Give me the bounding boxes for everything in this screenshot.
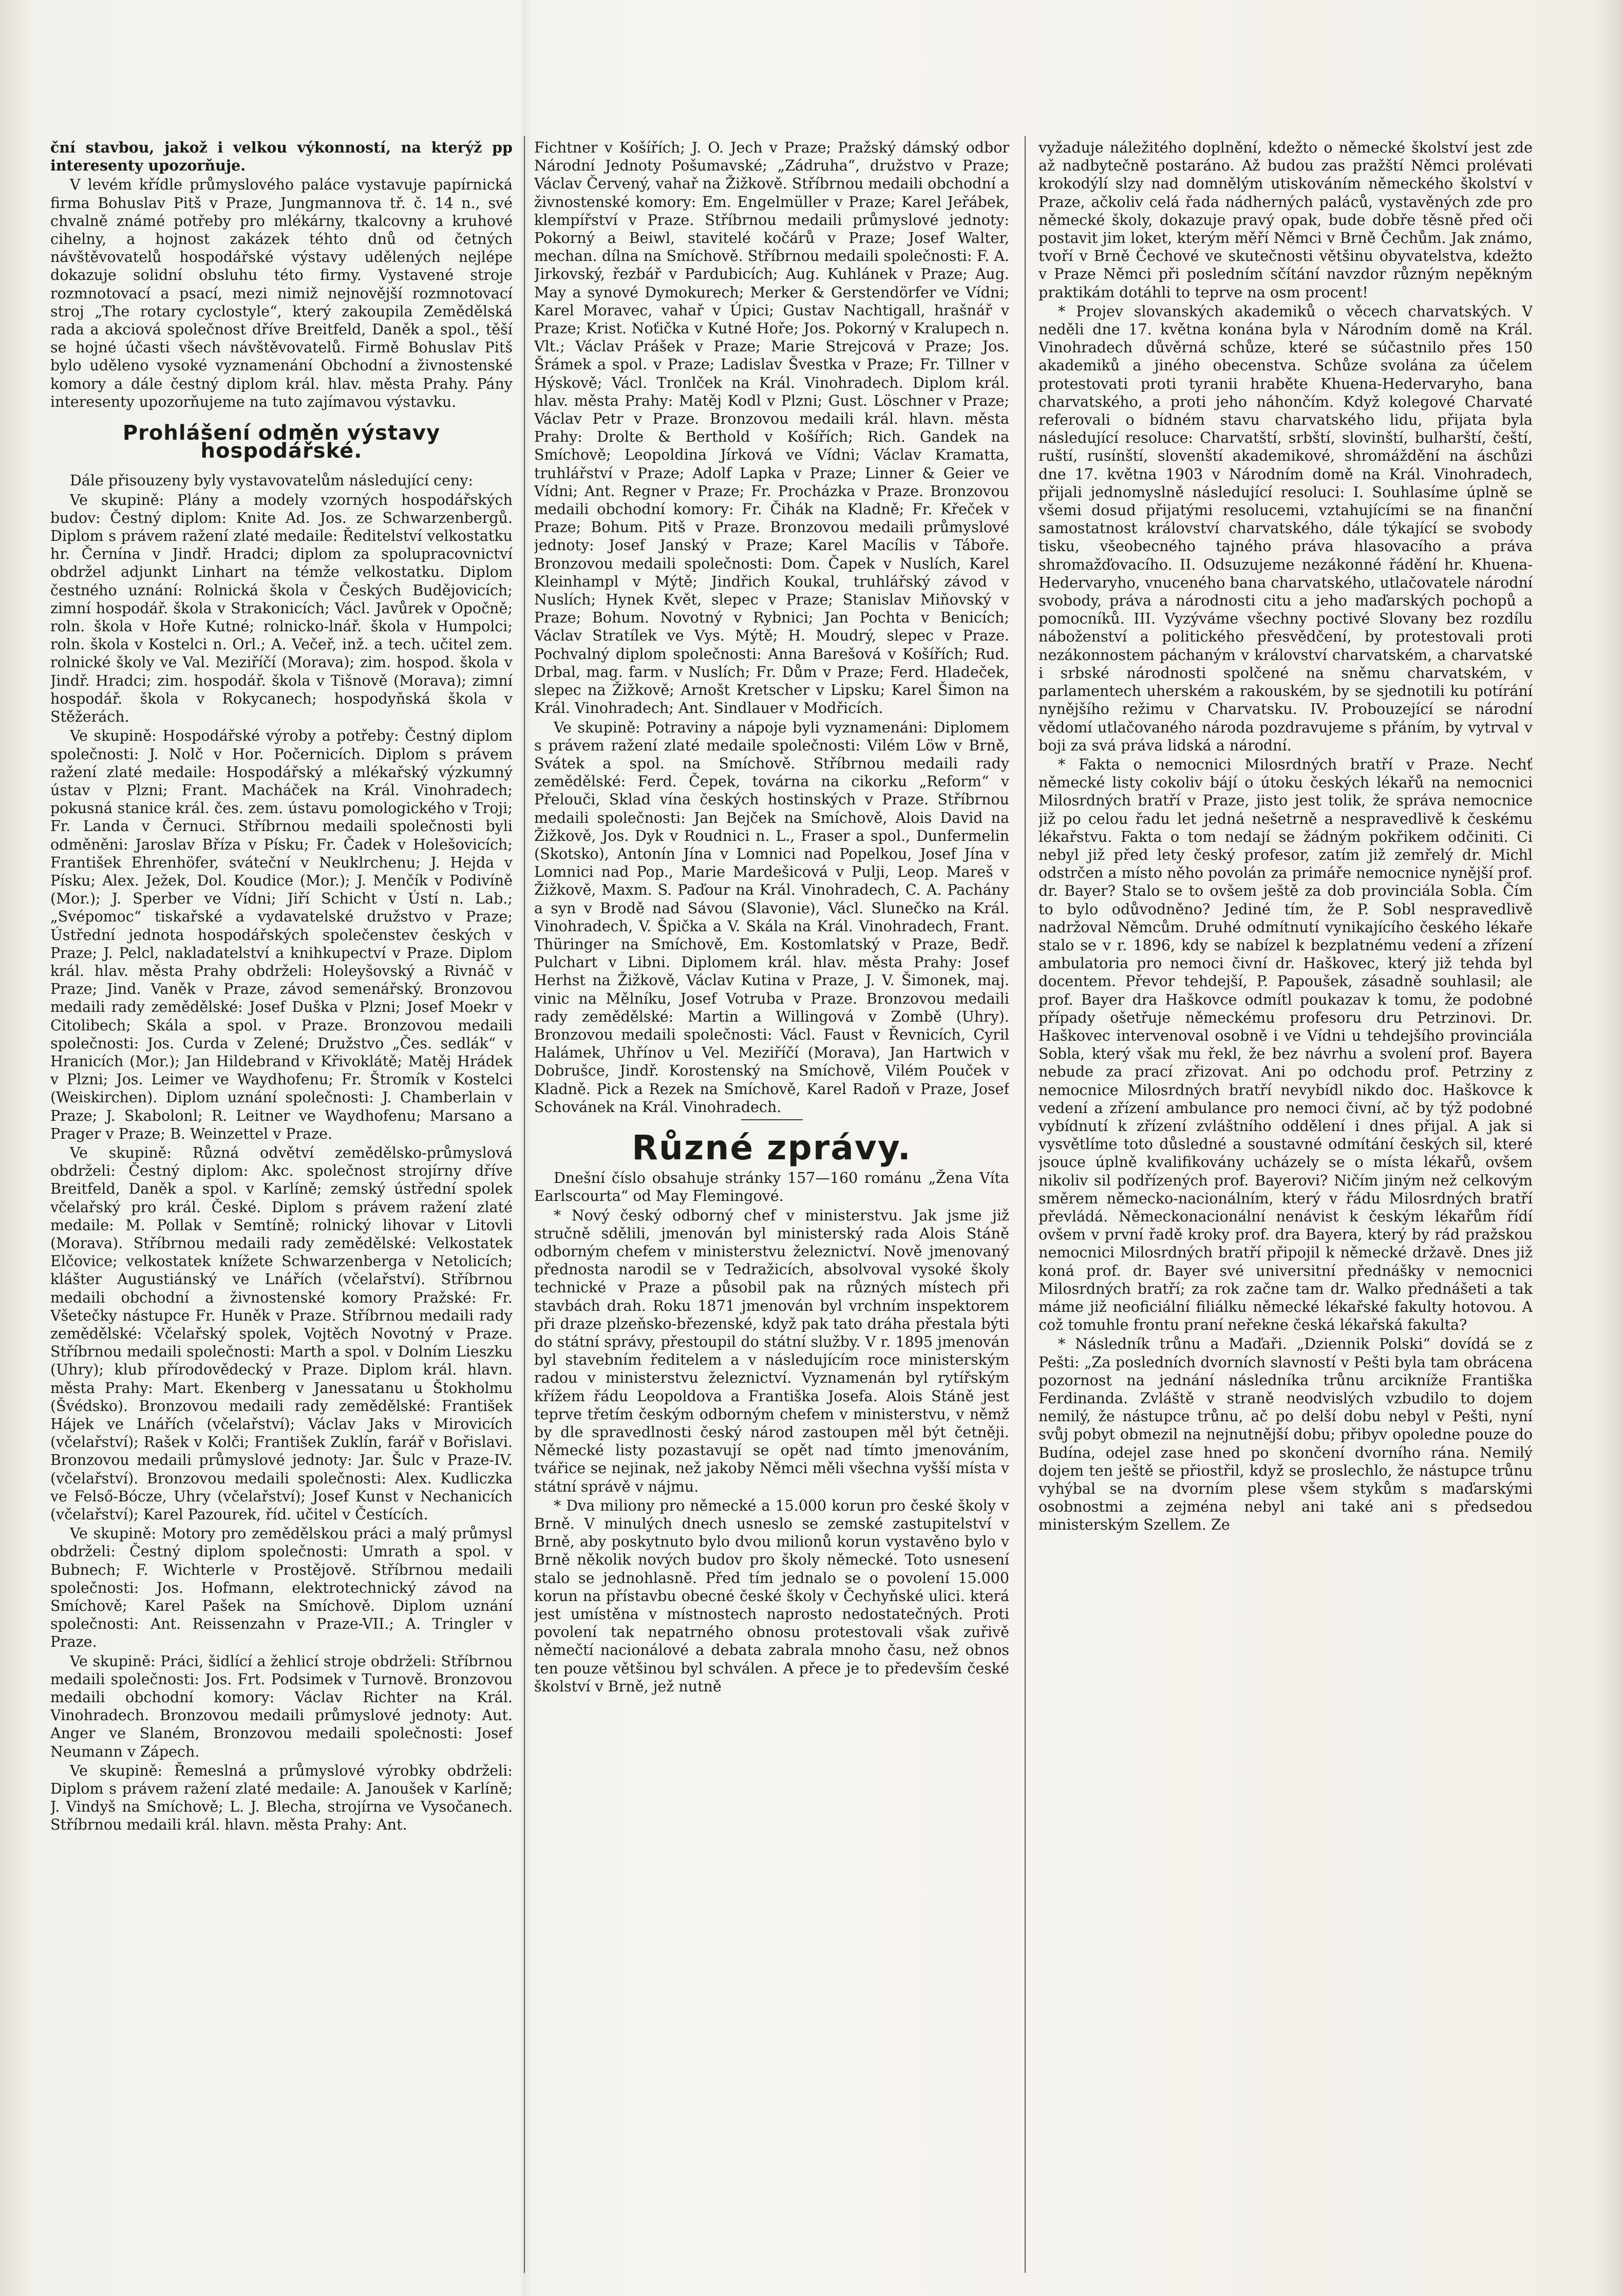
- article-paragraph: * Nový český odborný chef v ministerstvu. Jak jsme již stručně sdělili, jmenován byl ministerský rada Alois Stáně odborným chefem v ministerstvu železnictví. Nově jmenovaný přednosta narodil se v Tedražicích, absolvoval vysoké školy technické v Praze a působil pak na různých místech při stavbách drah. Roku 1871 jmenován byl vrchním inspektorem při draze plzeňsko-březenské, když pak tato dráha přestala býti do státní správy, přestoupil do státní služby. V r. 1895 jmenován byl stavebním ředitelem a v následujícím roce ministerským radou v ministerstvu železnictví. Vyznamenán byl rytířským křížem řádu Leopoldova a Františka Josefa. Alois Stáně jest teprve třetím českým odborným chefem v ministerstvu, v němž by dle spravedlnosti český národ zastoupen měl být četněji. Německé listy pozastavují se opět nad tímto jmenováním, tvářice se nejinak, než jakoby Němci měli všechna vyšší místa v státní správě v nájmu.: [534, 1207, 1009, 1495]
- article-paragraph: vyžaduje náležitého doplnění, kdežto o německé školství jest zde až nadbytečně postaráno. Až budou zas pražští Němci prolévati krokodýlí slzy nad domnělým utiskováním německého školství v Praze, ačkoliv celá řada nádherných paláců, vystavěných zde pro německé školy, dokazuje pravý opak, bude dobře těsně před oči postavit jim loket, kterým měří Němci v Brně Čechům. Jak známo, tvoří v Brně Čechové ve skutečnosti většinu obyvatelstva, kdežto v Praze Němci při posledním sčítání navzdor různým nepěkným praktikám dotáhli to teprve na osm procent!: [1039, 139, 1533, 301]
- section-separator: [741, 1119, 803, 1120]
- article-paragraph: Dnešní číslo obsahuje stránky 157—160 románu „Žena Víta Earlscourta“ od May Flemingové.: [534, 1170, 1009, 1205]
- article-paragraph: V levém křídle průmyslového paláce vystavuje papírnická firma Bohuslav Pitš v Praze, Jungmannova tř. č. 14 n., své chvalně známé potřeby pro mlékárny, tkalcovny a kruhové cihelny, a hojnost zakázek téhto dnů od četných návštěvovatelů hospodářské výstavy udělených nejlépe dokazuje solidní obsluhu této firmy. Vystavené stroje rozmnotovací a psací, mezi nimiž nejnovější rozmnotovací stroj „The rotary cyclostyle“, který zakoupila Zemědělská rada a akciová společnost dříve Breitfeld, Daněk a spol., těší se hojné účasti všech návštěvovatelů. Firmě Bohuslav Pitš bylo uděleno vysoké vyznamenání Obchodní a živnostenské komory a dále čestný diplom král. hlav. města Prahy. Pány interesenty upozorňujeme na tuto zajímavou výstavku.: [50, 176, 513, 410]
- article-paragraph: Ve skupině: Práci, šidlící a žehlicí stroje obdrželi: Stříbrnou medaili společnosti: Jos. Frt. Podsimek v Turnově. Bronzovou medaili obchodní komory: Václav Richter na Král. Vinohradech. Bronzovou medaili průmyslové jednoty: Aut. Anger ve Slaném, Bronzovou medaili společnosti: Josef Neumann v Zápech.: [50, 1652, 513, 1760]
- section-heading-news: Různé zprávy.: [632, 1127, 912, 1168]
- page-fold-shadow: [519, 0, 531, 2296]
- column-middle: [534, 139, 1009, 2270]
- article-paragraph: Ve skupině: Plány a modely vzorných hospodářských budov: Čestný diplom: Knite Ad. Jos. ze Schwarzenbergů. Diplom s právem ražení zlaté medaile: Ředitelství velkostatku hr. Černína v Jindř. Hradci; diplom za spolupracovnictví obdržel adjunkt Linhart na témže velkostatku. Diplom čestného uznání: Rolnická škola v Českých Budějovicích; zimní hospodář. škola v Strakonicích; Václ. Javůrek v Opočně; roln. škola v Hoře Kutné; rolnicko-lnář. škola v Humpolci; roln. škola v Kostelci n. Orl.; A. Večeř, inž. a tech. učitel zem. rolnické školy ve Val. Meziříčí (Morava); zim. hospod. škola v Jindř. Hradci; zim. hospodář. škola v Tišnově (Morava); zimní hospodář. škola v Rokycanech; hospodyňská škola v Stěžerách.: [50, 491, 513, 726]
- article-paragraph: Fichtner v Košířích; J. O. Jech v Praze; Pražský dámský odbor Národní Jednoty Pošumavské; „Zádruha“, družstvo v Praze; Václav Červený, vahař na Žižkově. Stříbrnou medaili obchodní a živnostenské komory: Em. Engelmüller v Praze; Karel Jeřábek, klempířství v Praze. Stříbrnou medaili průmyslové jednoty: Pokorný a Beiwl, stavitelé kočárů v Praze; Josef Walter, mechan. dílna na Smíchově. Stříbrnou medaili společnosti: F. A. Jirkovský, řezbář v Pardubicích; Aug. Kuhlánek v Praze; Aug. May a synové Dymokurech; Merker & Gerstendörfer ve Vídni; Karel Moravec, vahař v Úpici; Gustav Nachtigall, hrašnář v Praze; Krist. Noťička v Kutné Hoře; Jos. Pokorný v Kralupech n. Vlt.; Václav Prášek v Praze; Marie Strejcová v Praze; Jos. Šrámek a spol. v Praze; Ladislav Švestka v Praze; Fr. Tillner v Hýskově; Václ. Tronlček na Král. Vinohradech. Diplom král. hlav. města Prahy: Matěj Kodl v Plzni; Gust. Löschner v Praze; Václav Petr v Praze. Bronzovou medaili král. hlavn. města Prahy: Drolte & Berthold v Košířích; Rich. Gandek na Smíchově; Leopoldina Jírková ve Vídni; Václav Kramatta, truhlářství v Praze; Adolf Lapka v Praze; Linner & Geier ve Vídni; Ant. Regner v Praze; Fr. Procházka v Praze. Bronzovou medaili obchodní komory: Fr. Čihák na Kladně; Fr. Křeček v Praze; Bohum. Pitš v Praze. Bronzovou medaili průmyslové jednoty: Josef Janský v Praze; Karel Macílis v Táboře. Bronzovou medaili společnosti: Dom. Čapek v Nuslích, Karel Kleinhampl v Mýtě; Jindřich Koukal, truhlářský závod v Nuslích; Hynek Květ, slepec v Praze; Stanislav Miňovský v Praze; Bohum. Novotný v Rybnici; Jan Pochta v Benicích; Václav Stratílek ve Vys. Mýtě; H. Moudrý, slepec v Praze. Pochvalný diplom společnosti: Anna Barešová v Košířích; Rud. Drbal, mag. farm. v Nuslích; Fr. Dům v Praze; Ferd. Hladeček, slepec na Žižkově; Arnošt Kretscher v Lipsku; Karel Šimon na Král. Vinohradech; Ant. Sindlauer v Modřicích.: [534, 139, 1009, 717]
- column-right: [1039, 139, 1533, 2270]
- article-paragraph: * Fakta o nemocnici Milosrdných bratří v Praze. Nechť německé listy cokoliv bájí o útoku českých lékařů na nemocnici Milosrdných bratří v Praze, jisto jest tolik, že správa nemocnice již po celou řadu let jedná nešetrně a nespravedlivě k českému lékařstvu. Fakta o tom nedají se žádným pokřikem odčiniti. Ci nebyl již před lety český profesor, zatím již zemřelý dr. Michl odstrčen a místo něho povolán za primáře nemocnice nynější prof. dr. Bayer? Stalo se to ovšem ještě za dob provinciála Sobla. Čím to bylo odůvodněno? Jediné tím, že P. Sobl nespravedlivě nadržoval Němcům. Druhé odmítnutí vynikajícího českého lékaře stalo se v r. 1896, kdy se nabízel k bezplatnému vedení a zřízení ambulatoria pro nemoci čivní dr. Haškovec, který již tehda byl docentem. Převor tehdejší, P. Papoušek, zásadně souhlasil; ale prof. Bayer dra Haškovce odmítl poukazav k tomu, že podobné případy ošetřuje německému profesoru dru Petrzinovi. Dr. Haškovec intervenoval osobně i ve Vídni u tehdejšího provinciála Sobla, který však mu řekl, že bez návrhu a svolení prof. Bayera nebude za prací zřizovat. Ani po odchodu prof. Petrziny z nemocnice Milosrdných bratří nevybídl nikdo doc. Haškovce k vedení a zřízení ambulance pro nemoci čivní, ač by týž podobné vybídnutí k zřízení zvláštního oddělení i dnes přijal. A jak si vysvětlíme toto důsledné a soustavné odmítání českých sil, které jsouce úplně kvalifikovány ucházely se o místa lékařů, ovšem nikoliv sil podřízených prof. Bayerovi? Ničím jiným než celkovým směrem německo-nacionálním, který v řádu Milosrdných bratří převládá. Německonacionální nenávist k českým lékařům řídí ovšem v první řadě kroky prof. dra Bayera, který by rád pražskou nemocnici Milosrdných bratří připojil k německé državě. Dnes již koná prof. dr. Bayer své universitní přednášky v nemocnici Milosrdných bratří; za rok začne tam dr. Walko přednášeti a tak máme již neoficiální filiálku německé lékařské fakulty hotovou. A což tomuhle frontu praní neřekne česká lékařská fakulta?: [1039, 756, 1533, 1334]
- article-paragraph: Ve skupině: Řemeslná a průmyslové výrobky obdrželi: Diplom s právem ražení zlaté medaile: A. Janoušek v Karlíně; J. Vindyš na Smíchově; L. J. Blecha, strojírna ve Vysočanech. Stříbrnou medaili král. hlavn. města Prahy: Ant.: [50, 1762, 513, 1834]
- column-left: [50, 139, 513, 2270]
- article-paragraph: Ve skupině: Motory pro zemědělskou práci a malý průmysl obdrželi: Čestný diplom společnosti: Umrath a spol. v Bubnech; F. Wichterle v Prostějově. Stříbrnou medaili společnosti: Jos. Hofmann, elektrotechnický závod na Smíchově; Karel Pašek na Smíchově. Diplom uznání společnosti: Ant. Reissenzahn v Praze-VII.; A. Tringler v Praze.: [50, 1525, 513, 1651]
- article-paragraph: Ve skupině: Potraviny a nápoje byli vyznamenáni: Diplomem s právem ražení zlaté medaile společnosti: Vilém Löw v Brně, Svátek a spol. na Smíchově. Stříbrnou medaili rady zemědělské: Ferd. Čepek, továrna na cikorku „Reform“ v Přelouči, Sklad vína českých hostinských v Praze. Stříbrnou medaili společnosti: Jan Bejček na Smíchově, Alois David na Žižkově, Jos. Dyk v Roudnici n. L., Fraser a spol., Dunfermelin (Skotsko), Antonín Jína v Lomnici nad Popelkou, Josef Jína v Lomnici nad Pop., Marie Mardešicová v Pulji, Leop. Mareš v Žižkově, Maxm. S. Paďour na Král. Vinohradech, C. A. Pachány a syn v Brodě nad Sávou (Slavonie), Václ. Slunečko na Král. Vinohradech, V. Špička a V. Skála na Král. Vinohradech, Frant. Thüringer na Smíchově, Em. Kostomlatský v Praze, Bedř. Pulchart v Libni. Diplomem král. hlav. města Prahy: Josef Herhst na Žižkově, Václav Kutina v Praze, J. V. Šimonek, maj. vinic na Mělníku, Josef Votruba v Praze. Bronzovou medaili rady zemědělské: Martin a Willingová v Zombě (Uhry). Bronzovou medaili společnosti: Václ. Faust v Řevnicích, Cyril Halámek, Uhřínov u Vel. Meziříčí (Morava), Jan Hartwich v Dobrušce, Jindř. Korostenský na Smíchově, Vilém Pouček v Kladně. Pick a Rezek na Smíchově, Karel Radoň v Praze, Josef Schovánek na Král. Vinohradech.: [534, 719, 1009, 1116]
- article-paragraph: Dále přisouzeny byly vystavovatelům následující ceny:: [70, 472, 474, 490]
- article-paragraph: * Následník trůnu a Maďaři. „Dziennik Polski“ dovídá se z Pešti: „Za posledních dvorních slavností v Pešti byla tam obrácena pozornost na jednání následníka trůnu arcikníže Františka Ferdinanda. Zvláště v straně neodvislých vzbudilo to dojem nemilý, že nástupce trůnu, ač po delší dobu nebyl v Pešti, nyní svůj pobyt obmezil na nejnutnější dobu; přibyv opoledne pouze do Budína, odejel zase hned po skončení dvorního rána. Nemilý dojem ten ještě se přiostřil, když se proslechlo, že nástupce trůnu vyhýbal se na dvorním plese všem stykům s maďarskými osobnostmi a zejména nebyl ani také ani s předsedou ministerským Szellem. Ze: [1039, 1335, 1533, 1534]
- article-paragraph: Ve skupině: Různá odvětví zemědělsko-průmyslová obdrželi: Čestný diplom: Akc. společnost strojírny dříve Breitfeld, Daněk a spol. v Karlíně; zemský ústřední spolek včelařský pro král. České. Diplom s právem ražení zlaté medaile: M. Pollak v Semtíně; rolnický lihovar v Litovli (Morava). Stříbrnou medaili rady zemědělské: Velkostatek Elčovice; velkostatek knížete Schwarzenberga v Netolicích; klášter Augustiánský ve Lnářích (včelařství). Stříbrnou medaili obchodní a živnostenské komory Pražské: Fr. Všetečky nástupce Fr. Huněk v Praze. Stříbrnou medaili rady zemědělské: Včelařský spolek, Vojtěch Novotný v Praze. Stříbrnou medaili společnosti: Marth a spol. v Dolním Lieszku (Uhry); klub přírodovědecký v Praze. Diplom král. hlavn. města Prahy: Mart. Ekenberg v Janessatanu u Štokholmu (Švédsko). Bronzovou medaili rady zemědělské: František Hájek ve Lnářích (včelařství); Václav Jaks v Mirovicích (včelařství); Rašek v Kolči; František Zuklín, farář v Bořislavi. Bronzovou medaili průmyslové jednoty: Jar. Šulc v Praze-IV. (včelařství). Bronzovou medaili společnosti: Alex. Kudliczka ve Felső-Bócze, Uhry (včelařství); Josef Kunst v Nechanicích (včelařství); Karel Pazourek, říd. učitel v Čestících.: [50, 1144, 513, 1523]
- column-divider: [1025, 136, 1026, 2273]
- article-paragraph: * Dva miliony pro německé a 15.000 korun pro české školy v Brně. V minulých dnech usneslo se zemské zastupitelství v Brně, aby poskytnuto bylo dvou milionů korun vystavěno bylo v Brně několik nových budov pro školy německé. Toto usnesení stalo se jednohlasně. Před tím jednalo se o povolení 15.000 korun na přístavbu obecné české školy v Čechyňské ulici. která jest umístěna v místnostech naprosto nedostatečných. Proti povolení tak nepatrného obnosu protestovali však zuřivě němečtí nacionálové a debata zabrala mnoho času, než obnos ten pouze většinou byl schválen. A přece je to především české školství v Brně, jež nutně: [534, 1497, 1009, 1695]
- article-paragraph: Ve skupině: Hospodářské výroby a potřeby: Čestný diplom společnosti: J. Nolč v Hor. Počernicích. Diplom s právem ražení zlaté medaile: Hospodářský a mlékařský výzkumný ústav v Plzni; Frant. Macháček na Král. Vinohradech; pokusná stanice král. čes. zem. ústavu pomologického v Troji; Fr. Landa v Černuci. Stříbrnou medaili společnosti byli odměněni: Jaroslav Bříza v Písku; Fr. Čadek v Holešovicích; František Ehrenhöfer, sváteční v Neuklrchenu; J. Hejda v Písku; Alex. Ježek, Dol. Koudice (Mor.); J. Menčík v Podivíně (Mor.); J. Sperber ve Vídni; Jiří Schicht v Ústí n. Lab.; „Svépomoc“ tiskařské a vydavatelské družstvo v Praze; Ústřední jednota hospodářských společenstev českých v Praze; J. Pelcl, nakladatelství a knihkupectví v Praze. Diplom král. hlav. města Prahy obdrželi: Holeyšovský a Rivnáč v Praze; Jind. Vaněk v Praze, závod semenářský. Bronzovou medaili rady zemědělské: Josef Duška v Plzni; Josef Moekr v Citolibech; Skála a spol. v Praze. Bronzovou medaili společnosti: Jos. Curda v Zelené; Družstvo „Čes. sedlák“ v Hranicích (Mor.); Jan Hildebrand v Křivoklátě; Matěj Hrádek v Plzni; Jos. Leimer ve Waydhofenu; Fr. Štromík v Kostelci (Weiskirchen). Diplom uznání společnosti: J. Chamberlain v Praze; J. Skabolonl; R. Leitner ve Waydhofenu; Marsano a Prager v Praze; B. Weinzettel v Praze.: [50, 727, 513, 1142]
- article-paragraph: * Projev slovanských akademiků o věcech charvatských. V neděli dne 17. května konána byla v Národním domě na Král. Vinohradech důvěrná schůze, které se súčastnilo přes 150 akademiků a jiného obecenstva. Schůze svolána za účelem protestovati proti tyranii hraběte Khuena-Hedervaryho, bana charvatského, a proti jeho náhončím. Když kolegové Charvaté referovali o bídném stavu charvatského lidu, přijata byla následující resoluce: Charvatští, srbští, slovinští, bulharští, čeští, ruští, rusínští, slovenští akademikové, shromáždění na áschůzi dne 17. května 1903 v Národním domě na Král. Vinohradech, přijali jednomyslně následující resoluci: I. Souhlasíme úplně se všemi dosud přijatými resolucemi, vztahujícími se na finanční samostatnost království charvatského, dále týkající se svobody tisku, všeobecného tajného práva hlasovacího a práva shromažďovacího. II. Odsuzujeme nezákonné řádění hr. Khuena-Hedervaryho, vnuceného bana charvatského, utlačovatele národní svobody, práva a národnosti citu a jeho maďarských pochopů a pomocníků. III. Vyzýváme všechny poctivé Slovany bez rozdílu náboženství a politického přesvědčení, by protestovali proti nezákonnostem páchaným v království charvatském, a charvatské i srbské národnosti spolčené na sněmu charvatském, v parlamentech uherském a rakouském, by se sjednotili ku potírání nynějšího režimu v Charvatsku. IV. Probouzející se národní vědomí utlačovaného národa pozdravujeme s přáním, by vytrval v boji za svá práva lidská a národní.: [1039, 303, 1533, 754]
- section-heading-awards: Prohlášení odměn výstavy hospodářské.: [122, 421, 441, 463]
- column-divider: [524, 136, 525, 2273]
- article-paragraph: ční stavbou, jakož i velkou výkonností, na kterýž pp interesenty upozorňuje.: [50, 139, 513, 175]
